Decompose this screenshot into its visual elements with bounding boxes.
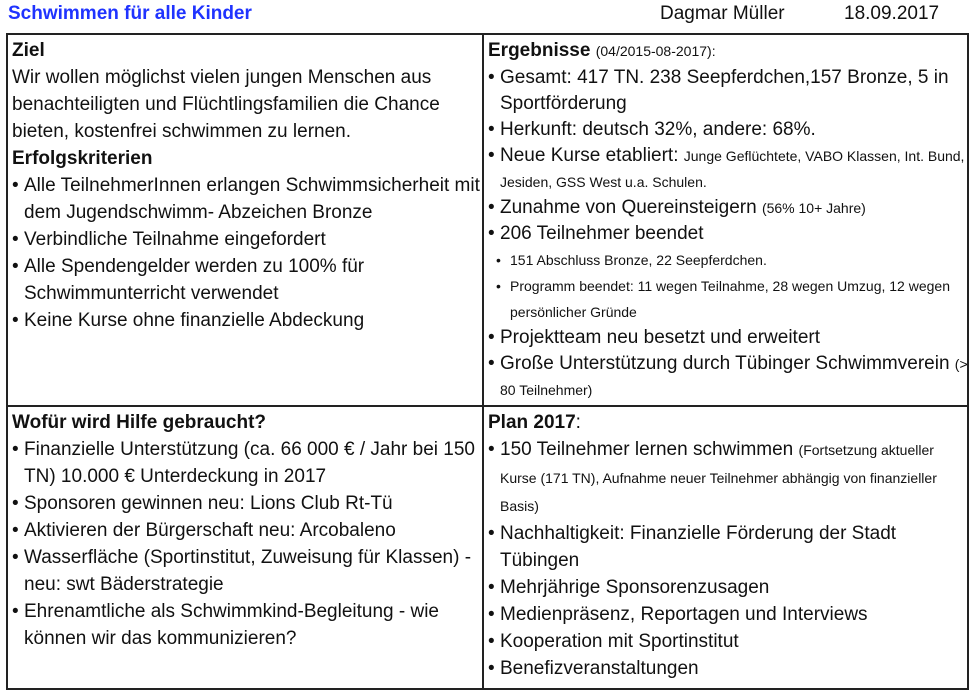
list-item: • Aktivieren der Bürgerschaft neu: Arcobaleno bbox=[12, 517, 480, 544]
plan-list bbox=[488, 436, 968, 682]
unterstuetzung-main: Große Unterstützung durch Tübinger Schwimmverein bbox=[500, 353, 955, 374]
ergebnisse-list bbox=[488, 65, 968, 403]
list-item bbox=[488, 351, 968, 403]
plan-item1-main: 150 Teilnehmer lernen schwimmen bbox=[500, 439, 799, 460]
ergebnisse-heading: Ergebnisse bbox=[488, 40, 591, 61]
erfolgskriterien-list bbox=[12, 172, 480, 334]
list-item: • Alle TeilnehmerInnen erlangen Schwimmsicherheit mit dem Jugendschwimm- Abzeichen Bronze bbox=[12, 172, 480, 226]
hilfe-section bbox=[12, 409, 480, 689]
list-item: • Keine Kurse ohne finanzielle Abdeckung bbox=[12, 307, 480, 334]
kurse-main: Neue Kurse etabliert: bbox=[500, 145, 684, 166]
list-item: • Herkunft: deutsch 32%, andere: 68%. bbox=[488, 117, 968, 143]
list-item: • Kooperation mit Sportinstitut bbox=[488, 628, 968, 655]
list-item: • Alle Spendengelder werden zu 100% für Schwimmunterricht verwendet bbox=[12, 253, 480, 307]
list-item: • Nachhaltigkeit: Finanzielle Förderung der Stadt Tübingen bbox=[488, 520, 968, 574]
plan-heading: Plan 2017 bbox=[488, 412, 576, 433]
list-item: • Mehrjährige Sponsorenzusagen bbox=[488, 574, 968, 601]
list-item: • Sponsoren gewinnen neu: Lions Club Rt-Tü bbox=[12, 490, 480, 517]
hilfe-heading: Wofür wird Hilfe gebraucht? bbox=[12, 412, 267, 433]
list-item: • Medienpräsenz, Reportagen und Interviews bbox=[488, 601, 968, 628]
plan-heading-line bbox=[488, 409, 968, 436]
content-grid bbox=[6, 33, 969, 690]
ergebnisse-range: (04/2015-08-2017): bbox=[595, 43, 716, 59]
page-header bbox=[0, 0, 978, 34]
ziel-heading: Ziel bbox=[12, 40, 45, 61]
list-item bbox=[488, 436, 968, 520]
list-item: • Projektteam neu besetzt und erweitert bbox=[488, 325, 968, 351]
list-item: • Wasserfläche (Sportinstitut, Zuweisung für Klassen) - neu: swt Bäderstrategie bbox=[12, 544, 480, 598]
unterstuetzung-detail: (> 80 Teilnehmer) bbox=[500, 356, 968, 398]
vertical-divider bbox=[482, 35, 484, 688]
plan-heading-suffix: : bbox=[575, 412, 581, 433]
list-item: • Gesamt: 417 TN. 238 Seepferdchen,157 Bronze, 5 in Sportförderung bbox=[488, 65, 968, 117]
erfolgskriterien-heading: Erfolgskriterien bbox=[12, 148, 153, 169]
hilfe-list bbox=[12, 436, 480, 652]
plan-item1-detail: (Fortsetzung aktueller Kurse (171 TN), Aufnahme neuer Teilnehmer abhängig von finanzieller Basis) bbox=[500, 442, 937, 514]
document-date: 18.09.2017 bbox=[844, 3, 940, 24]
zunahme-detail: (56% 10+ Jahre) bbox=[761, 200, 866, 216]
sub-list-item: • 151 Abschluss Bronze, 22 Seepferdchen. bbox=[488, 247, 968, 273]
list-item: • Verbindliche Teilnahme eingefordert bbox=[12, 226, 480, 253]
kurse-detail: Junge Geflüchtete, VABO Klassen, Int. Bund, Jesiden, GSS West u.a. Schulen. bbox=[500, 148, 965, 190]
ergebnisse-heading-line bbox=[488, 37, 968, 65]
plan-section bbox=[488, 409, 968, 689]
ziel-section bbox=[12, 37, 480, 403]
list-item: • Ehrenamtliche als Schwimmkind-Begleitung - wie können wir das kommunizieren? bbox=[12, 598, 480, 652]
sub-list-item: • Programm beendet: 11 wegen Teilnahme, 28 wegen Umzug, 12 wegen persönlicher Gründe bbox=[488, 273, 968, 325]
document-title: Schwimmen für alle Kinder bbox=[8, 3, 252, 24]
list-item bbox=[488, 195, 968, 221]
horizontal-divider bbox=[8, 405, 967, 407]
zunahme-main: Zunahme von Quereinsteigern bbox=[500, 197, 762, 218]
list-item: • Finanzielle Unterstützung (ca. 66 000 € / Jahr bei 150 TN) 10.000 € Unterdeckung in 2017 bbox=[12, 436, 480, 490]
ziel-text: Wir wollen möglichst vielen jungen Menschen aus benachteiligten und Flüchtlingsfamilien die Chance bieten, kostenfrei schwimmen zu lernen. bbox=[12, 67, 440, 142]
list-item: • Benefizveranstaltungen bbox=[488, 655, 968, 682]
list-item bbox=[488, 143, 968, 195]
ergebnisse-section bbox=[488, 37, 968, 403]
list-item: • 206 Teilnehmer beendet bbox=[488, 221, 968, 247]
author-name: Dagmar Müller bbox=[660, 3, 785, 24]
